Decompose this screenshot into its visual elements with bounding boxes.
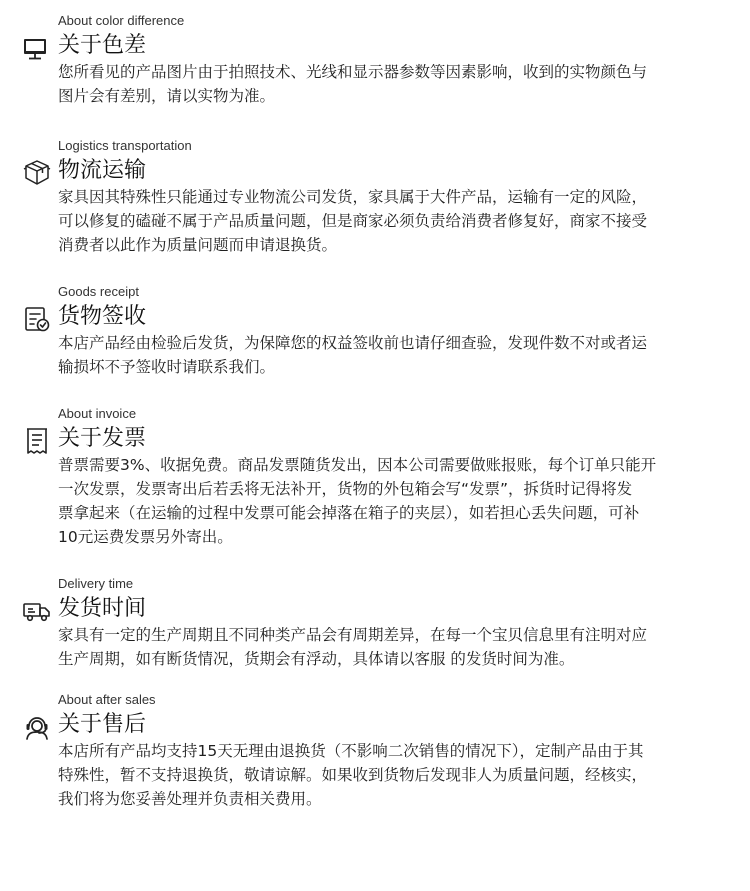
- section-title: 关于售后: [58, 712, 147, 737]
- body-line: 一次发票，发票寄出后若丢将无法补开，货物的外包箱会写“发票”，拆货时记得将发: [58, 480, 633, 498]
- body-line: 生产周期，如有断货情况，货期会有浮动，具体请以客服 的发货时间为准。: [58, 650, 575, 668]
- body-line: 特殊性，暂不支持退换货，敬请谅解。如果收到货物后发现非人为质量问题，经核实，: [58, 766, 648, 784]
- section-title: 发货时间: [58, 596, 147, 621]
- section-subtitle: About color difference: [58, 13, 185, 28]
- section-subtitle: Delivery time: [58, 576, 134, 591]
- section-subtitle: About after sales: [58, 692, 156, 707]
- section-title: 物流运输: [58, 158, 147, 183]
- section-title: 关于色差: [58, 33, 147, 58]
- section-body: [58, 60, 718, 108]
- section-body: [58, 623, 718, 671]
- package-icon: [22, 158, 52, 188]
- section-title: 关于发票: [58, 426, 147, 451]
- customer-service-icon: [22, 712, 52, 742]
- body-line: 可以修复的磕碰不属于产品质量问题，但是商家必须负责给消费者修复好，商家不接受: [58, 212, 648, 230]
- body-line: 输损坏不予签收时请联系我们。: [58, 358, 276, 376]
- section-body: [58, 453, 718, 549]
- body-line: 消费者以此作为质量问题而申请退换货。: [58, 236, 338, 254]
- body-line: 家具有一定的生产周期且不同种类产品会有周期差异，在每一个宝贝信息里有注明对应: [58, 626, 648, 644]
- body-line: 票拿起来（在运输的过程中发票可能会掉落在箱子的夹层），如若担心丢失问题，可补: [58, 504, 640, 522]
- receipt-icon: [22, 426, 52, 456]
- body-line: 图片会有差别，请以实物为准。: [58, 87, 276, 105]
- delivery-truck-icon: [22, 596, 52, 626]
- section-subtitle: About invoice: [58, 406, 137, 421]
- monitor-icon: [22, 33, 52, 63]
- section-title: 货物签收: [58, 304, 147, 329]
- body-line: 您所看见的产品图片由于拍照技术、光线和显示器参数等因素影响，收到的实物颜色与: [58, 63, 648, 81]
- section-subtitle: Goods receipt: [58, 284, 139, 299]
- section-body: [58, 331, 718, 379]
- body-line: 我们将为您妥善处理并负责相关费用。: [58, 790, 322, 808]
- body-line: 10元运费发票另外寄出。: [58, 528, 233, 546]
- body-line: 普票需要3%、收据免费。商品发票随货发出，因本公司需要做账报账，每个订单只能开: [58, 456, 657, 474]
- section-subtitle: Logistics transportation: [58, 138, 192, 153]
- body-line: 本店产品经由检验后发货，为保障您的权益签收前也请仔细查验，发现件数不对或者运: [58, 334, 648, 352]
- body-line: 家具因其特殊性只能通过专业物流公司发货，家具属于大件产品，运输有一定的风险，: [58, 188, 648, 206]
- section-body: [58, 739, 718, 811]
- body-line: 本店所有产品均支持15天无理由退换货（不影响二次销售的情况下），定制产品由于其: [58, 742, 644, 760]
- section-body: [58, 185, 718, 257]
- signed-document-icon: [22, 304, 52, 334]
